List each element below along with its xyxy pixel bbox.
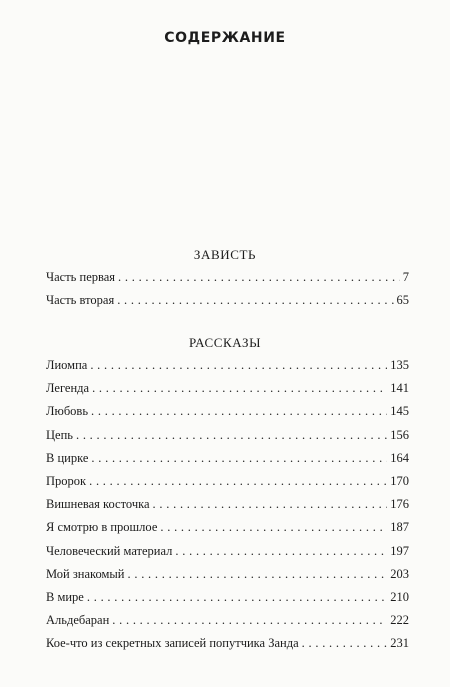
toc-entry-title: Вишневая косточка — [46, 497, 150, 512]
toc-entry-page: 203 — [390, 566, 409, 581]
toc-entry-title: Часть вторая — [46, 293, 115, 308]
toc-entry-page: 7 — [402, 270, 409, 284]
toc-entry-title: Легенда — [46, 381, 90, 396]
toc-entry-title: В цирке — [46, 450, 89, 465]
toc-entry-page: 170 — [390, 473, 409, 488]
toc-entry-page: 197 — [390, 543, 409, 558]
toc-entry — [46, 266, 409, 289]
toc-entry-page: 156 — [390, 427, 409, 442]
toc-entry — [46, 470, 409, 493]
toc-entry-page: 222 — [390, 613, 409, 628]
toc-list-zavist — [46, 266, 409, 312]
toc-entry-page: 210 — [390, 589, 409, 604]
toc-entry-page: 141 — [390, 381, 409, 396]
dot-leader — [87, 586, 387, 609]
page-title: СОДЕРЖАНИЕ — [164, 30, 286, 46]
toc-entry-page: 135 — [390, 358, 409, 372]
toc-entry-page: 231 — [390, 636, 409, 651]
toc-entry — [46, 563, 409, 586]
toc-entry-page: 145 — [390, 404, 409, 419]
toc-entry-title: Лиомпа — [46, 358, 88, 372]
toc-entry — [46, 400, 409, 423]
dot-leader — [112, 609, 387, 632]
toc-entry-title: Пророк — [46, 473, 87, 488]
dot-leader — [128, 563, 388, 586]
toc-entry — [46, 424, 409, 447]
toc-entry-title: Любовь — [46, 404, 89, 419]
section-title-zavist: ЗАВИСТЬ — [193, 247, 257, 262]
toc-entry-title: В мире — [46, 589, 84, 604]
dot-leader — [91, 447, 387, 470]
dot-leader — [92, 377, 387, 400]
toc-entry-page: 187 — [390, 520, 409, 535]
toc-entry — [46, 354, 409, 377]
dot-leader — [175, 540, 387, 563]
toc-entry — [46, 609, 409, 632]
toc-list-rasskazy — [46, 354, 409, 655]
toc-entry-page: 164 — [390, 450, 409, 465]
toc-entry — [46, 289, 409, 312]
toc-entry — [46, 447, 409, 470]
dot-leader — [118, 266, 400, 289]
toc-entry-page: 65 — [396, 293, 409, 308]
toc-entry-page: 176 — [390, 497, 409, 512]
toc-entry-title: Мой знакомый — [46, 566, 125, 581]
dot-leader — [160, 516, 387, 539]
toc-entry — [46, 632, 409, 655]
section-title-rasskazy: РАССКАЗЫ — [188, 335, 262, 350]
toc-entry-title: Альдебаран — [46, 613, 110, 628]
toc-entry-title: Цепь — [46, 427, 73, 442]
toc-entry-title: Кое-что из секретных записей попутчика Занда — [46, 636, 299, 651]
dot-leader — [76, 424, 387, 447]
dot-leader — [90, 354, 387, 377]
toc-entry-title: Я смотрю в прошлое — [46, 520, 158, 535]
toc-entry — [46, 377, 409, 400]
dot-leader — [153, 493, 388, 516]
toc-entry — [46, 586, 409, 609]
dot-leader — [117, 289, 393, 312]
toc-entry — [46, 540, 409, 563]
dot-leader — [302, 632, 388, 655]
toc-entry — [46, 493, 409, 516]
toc-entry — [46, 516, 409, 539]
dot-leader — [91, 400, 387, 423]
toc-entry-title: Человеческий материал — [46, 543, 173, 558]
toc-entry-title: Часть первая — [46, 270, 116, 284]
dot-leader — [89, 470, 387, 493]
